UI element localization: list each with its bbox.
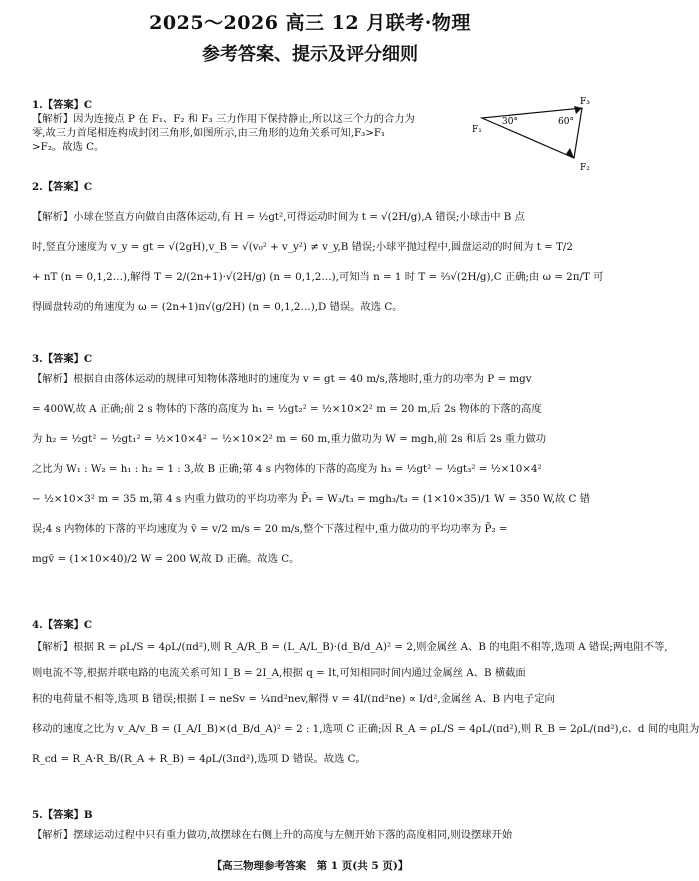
q4-answer: 4.【答案】C [32,619,93,631]
q3-line-7: mgv̄ = (1×10×40)/2 W = 200 W,故 D 正确。故选 C。 [32,553,300,565]
label-angle-30: 30° [502,117,518,127]
label-angle-60: 60° [558,117,574,127]
q1-line-1: 【解析】因为连接点 P 在 F₁、F₂ 和 F₃ 三力作用下保持静止,所以这三个力的合力为 [32,113,415,125]
page-footer: 【高三物理参考答案 第 1 页(共 5 页)】 [211,860,409,872]
q4-line-1: 【解析】根据 R = ρL/S = 4ρL/(πd²),则 R_A/R_B = (L_A/L_B)·(d_B/d_A)² = 2,则金属丝 A、B 的电阻不相等,选项 A 错误;两电阻不等, [32,641,668,653]
q3-answer: 3.【答案】C [32,353,93,365]
question-2 [32,180,604,314]
q2-answer: 2.【答案】C [32,181,93,193]
q5-answer: 5.【答案】B [32,809,93,821]
q3-line-4: 之比为 W₁ : W₂ = h₁ : h₂ = 1 : 3,故 B 正确;第 4 s 内物体的下落的高度为 h₃ = ½gt² − ½gt₃² = ½×10×4² [32,463,542,475]
page-subtitle: 参考答案、提示及评分细则 [202,44,418,65]
force-triangle [482,108,582,158]
q5-line-1: 【解析】摆球运动过程中只有重力做功,故摆球在右侧上升的高度与左侧开始下落的高度相同,则设摆球开始 [32,829,513,841]
q4-line-3: 积的电荷量不相等,选项 B 错误;根据 I = neSv = ¼πd²nev,解得 v = 4I/(πd²ne) ∝ I/d²,金属丝 A、B 内电子定向 [32,693,555,705]
q1-line-3: >F₂。故选 C。 [32,141,105,153]
q3-line-5: − ½×10×3² m = 35 m,第 4 s 内重力做功的平均功率为 P̄₁ = W₃/t₃ = mgh₃/t₃ = (1×10×35)/1 W = 350 W,故 C 错 [32,493,591,505]
q3-line-3: 为 h₂ = ½gt² − ½gt₁² = ½×10×4² − ½×10×2² m = 60 m,重力做功为 W = mgh,前 2s 和后 2s 重力做功 [32,433,547,445]
force-triangle-diagram [470,96,600,176]
q3-line-2: = 400W,故 A 正确;前 2 s 物体的下落的高度为 h₁ = ½gt₂² = ½×10×2² m = 20 m,后 2s 物体的下落的高度 [32,403,542,415]
q4-line-4: 移动的速度之比为 v_A/v_B = (I_A/I_B)×(d_B/d_A)² = 2 : 1,选项 C 正确;因 R_A = ρL/S = 4ρL/(πd²),则 R_B = 2ρL/(πd²),c、d 间的电阻为 [32,723,699,735]
q1-line-2: 零,故三力首尾相连构成封闭三角形,如图所示,由三角形的边角关系可知,F₃>F₁ [32,127,386,139]
q3-line-6: 误;4 s 内物体的下落的平均速度为 v̄ = v/2 m/s = 20 m/s,整个下落过程中,重力做功的平均功率为 P̄₂ = [32,523,508,535]
label-f2: F₂ [580,163,590,173]
q2-line-4: 得圆盘转动的角速度为 ω = (2n+1)π√(g/2H) (n = 0,1,2…),D 错误。故选 C。 [32,301,403,313]
q2-line-3: + nT (n = 0,1,2…),解得 T = 2/(2n+1)·√(2H/g) (n = 0,1,2…),可知当 n = 1 时 T = ⅔√(2H/g),C 正确;由 ω = 2π/T 可 [32,271,604,283]
q3-line-1: 【解析】根据自由落体运动的规律可知物体落地时的速度为 v = gt = 40 m/s,落地时,重力的功率为 P = mgv [32,373,532,385]
q2-line-2: 时,竖直分速度为 v_y = gt = √(2gH),v_B = √(v₀² + v_y²) ≠ v_y,B 错误;小球平抛过程中,圆盘运动的时间为 t = T/2 [32,241,573,253]
page-title: 2025～2026 高三 12 月联考·物理 [149,12,471,34]
q4-line-5: R_cd = R_A·R_B/(R_A + R_B) = 4ρL/(3πd²),选项 D 错误。故选 C。 [32,753,366,765]
q4-line-2: 则电流不等,根据并联电路的电流关系可知 I_B = 2I_A,根据 q = It,可知相同时间内通过金属丝 A、B 横截面 [32,667,526,679]
question-3 [32,352,590,566]
question-4 [32,618,699,766]
label-f3: F₃ [580,97,590,107]
q1-answer: 1.【答案】C [32,99,93,111]
q2-line-1: 【解析】小球在竖直方向做自由落体运动,有 H = ½gt²,可得运动时间为 t = √(2H/g),A 错误;小球击中 B 点 [32,211,525,223]
label-f1: F₁ [472,125,482,135]
question-5 [32,808,590,842]
